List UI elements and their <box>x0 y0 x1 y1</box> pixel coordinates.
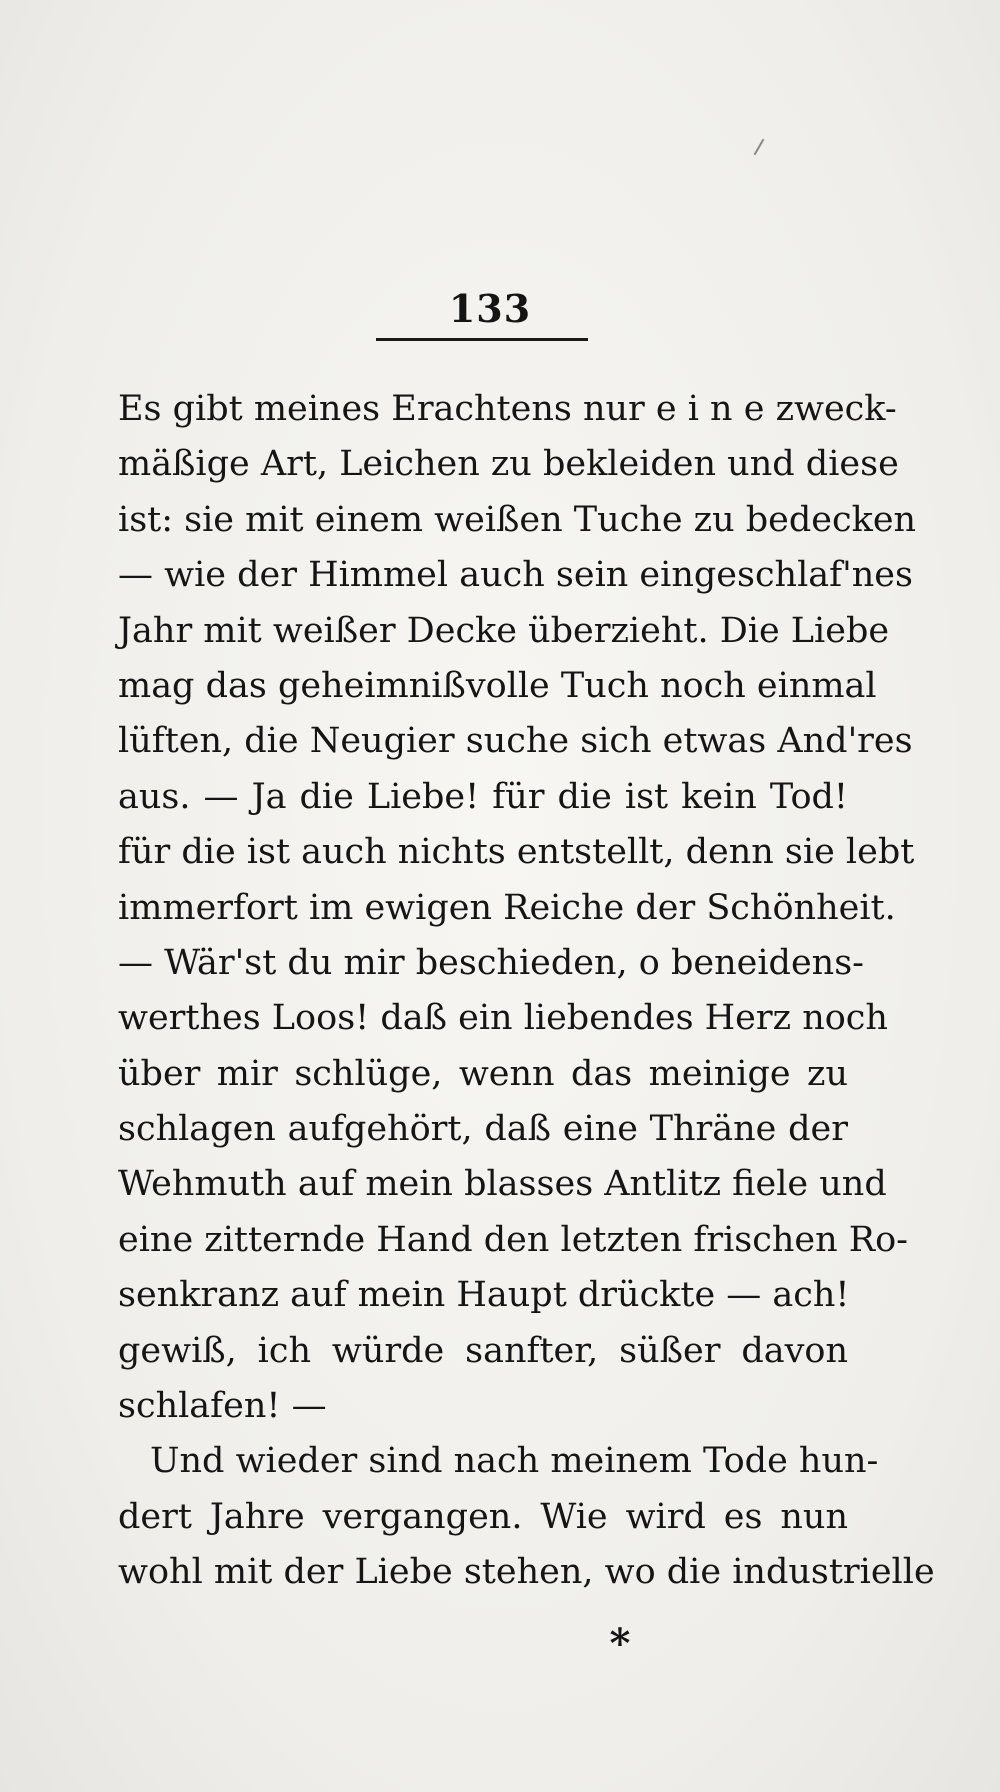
text-line: lüften, die Neugier suche sich etwas And'res <box>118 721 913 762</box>
text-line: wohl mit der Liebe stehen, wo die industrielle <box>118 1552 935 1593</box>
text-line: gewiß, ich würde sanfter, süßer davon <box>118 1330 848 1371</box>
text-line: ist: sie mit einem weißen Tuche zu bedecken <box>118 499 917 540</box>
text-line: Und wieder sind nach meinem Tode hun- <box>150 1441 879 1482</box>
text-line: aus. — Ja die Liebe! für die ist kein Tod! <box>118 776 848 817</box>
text-line: Wehmuth auf mein blasses Antlitz fiele und <box>118 1164 887 1205</box>
stray-mark <box>754 139 765 156</box>
body-text <box>118 382 935 1601</box>
text-line: dert Jahre vergangen. Wie wird es nun <box>118 1496 848 1537</box>
text-line: immerfort im ewigen Reiche der Schönheit. <box>118 887 896 928</box>
text-line: für die ist auch nichts entstellt, denn sie lebt <box>118 832 915 873</box>
text-line: eine zitternde Hand den letzten frischen Ro- <box>118 1219 908 1260</box>
text-line: mäßige Art, Leichen zu bekleiden und diese <box>118 444 899 485</box>
text-line: Jahr mit weißer Decke überzieht. Die Liebe <box>118 610 890 651</box>
text-line: über mir schlüge, wenn das meinige zu <box>118 1053 848 1094</box>
text-line: — Wär'st du mir beschieden, o beneidens- <box>118 942 864 983</box>
text-line: — wie der Himmel auch sein eingeschlaf'nes <box>118 555 913 596</box>
text-line: schlafen! — <box>118 1386 327 1427</box>
text-line: schlagen aufgehört, daß eine Thräne der <box>118 1109 848 1150</box>
text-line: werthes Loos! daß ein liebendes Herz noch <box>118 998 888 1039</box>
header-rule <box>376 338 588 341</box>
signature-mark: * <box>609 1620 631 1667</box>
text-line: mag das geheimnißvolle Tuch noch einmal <box>118 665 877 706</box>
page-number: 133 <box>448 286 532 331</box>
text-line: Es gibt meines Erachtens nur e i n e zweck- <box>118 389 897 429</box>
text-line: senkranz auf mein Haupt drückte — ach! <box>118 1275 850 1316</box>
